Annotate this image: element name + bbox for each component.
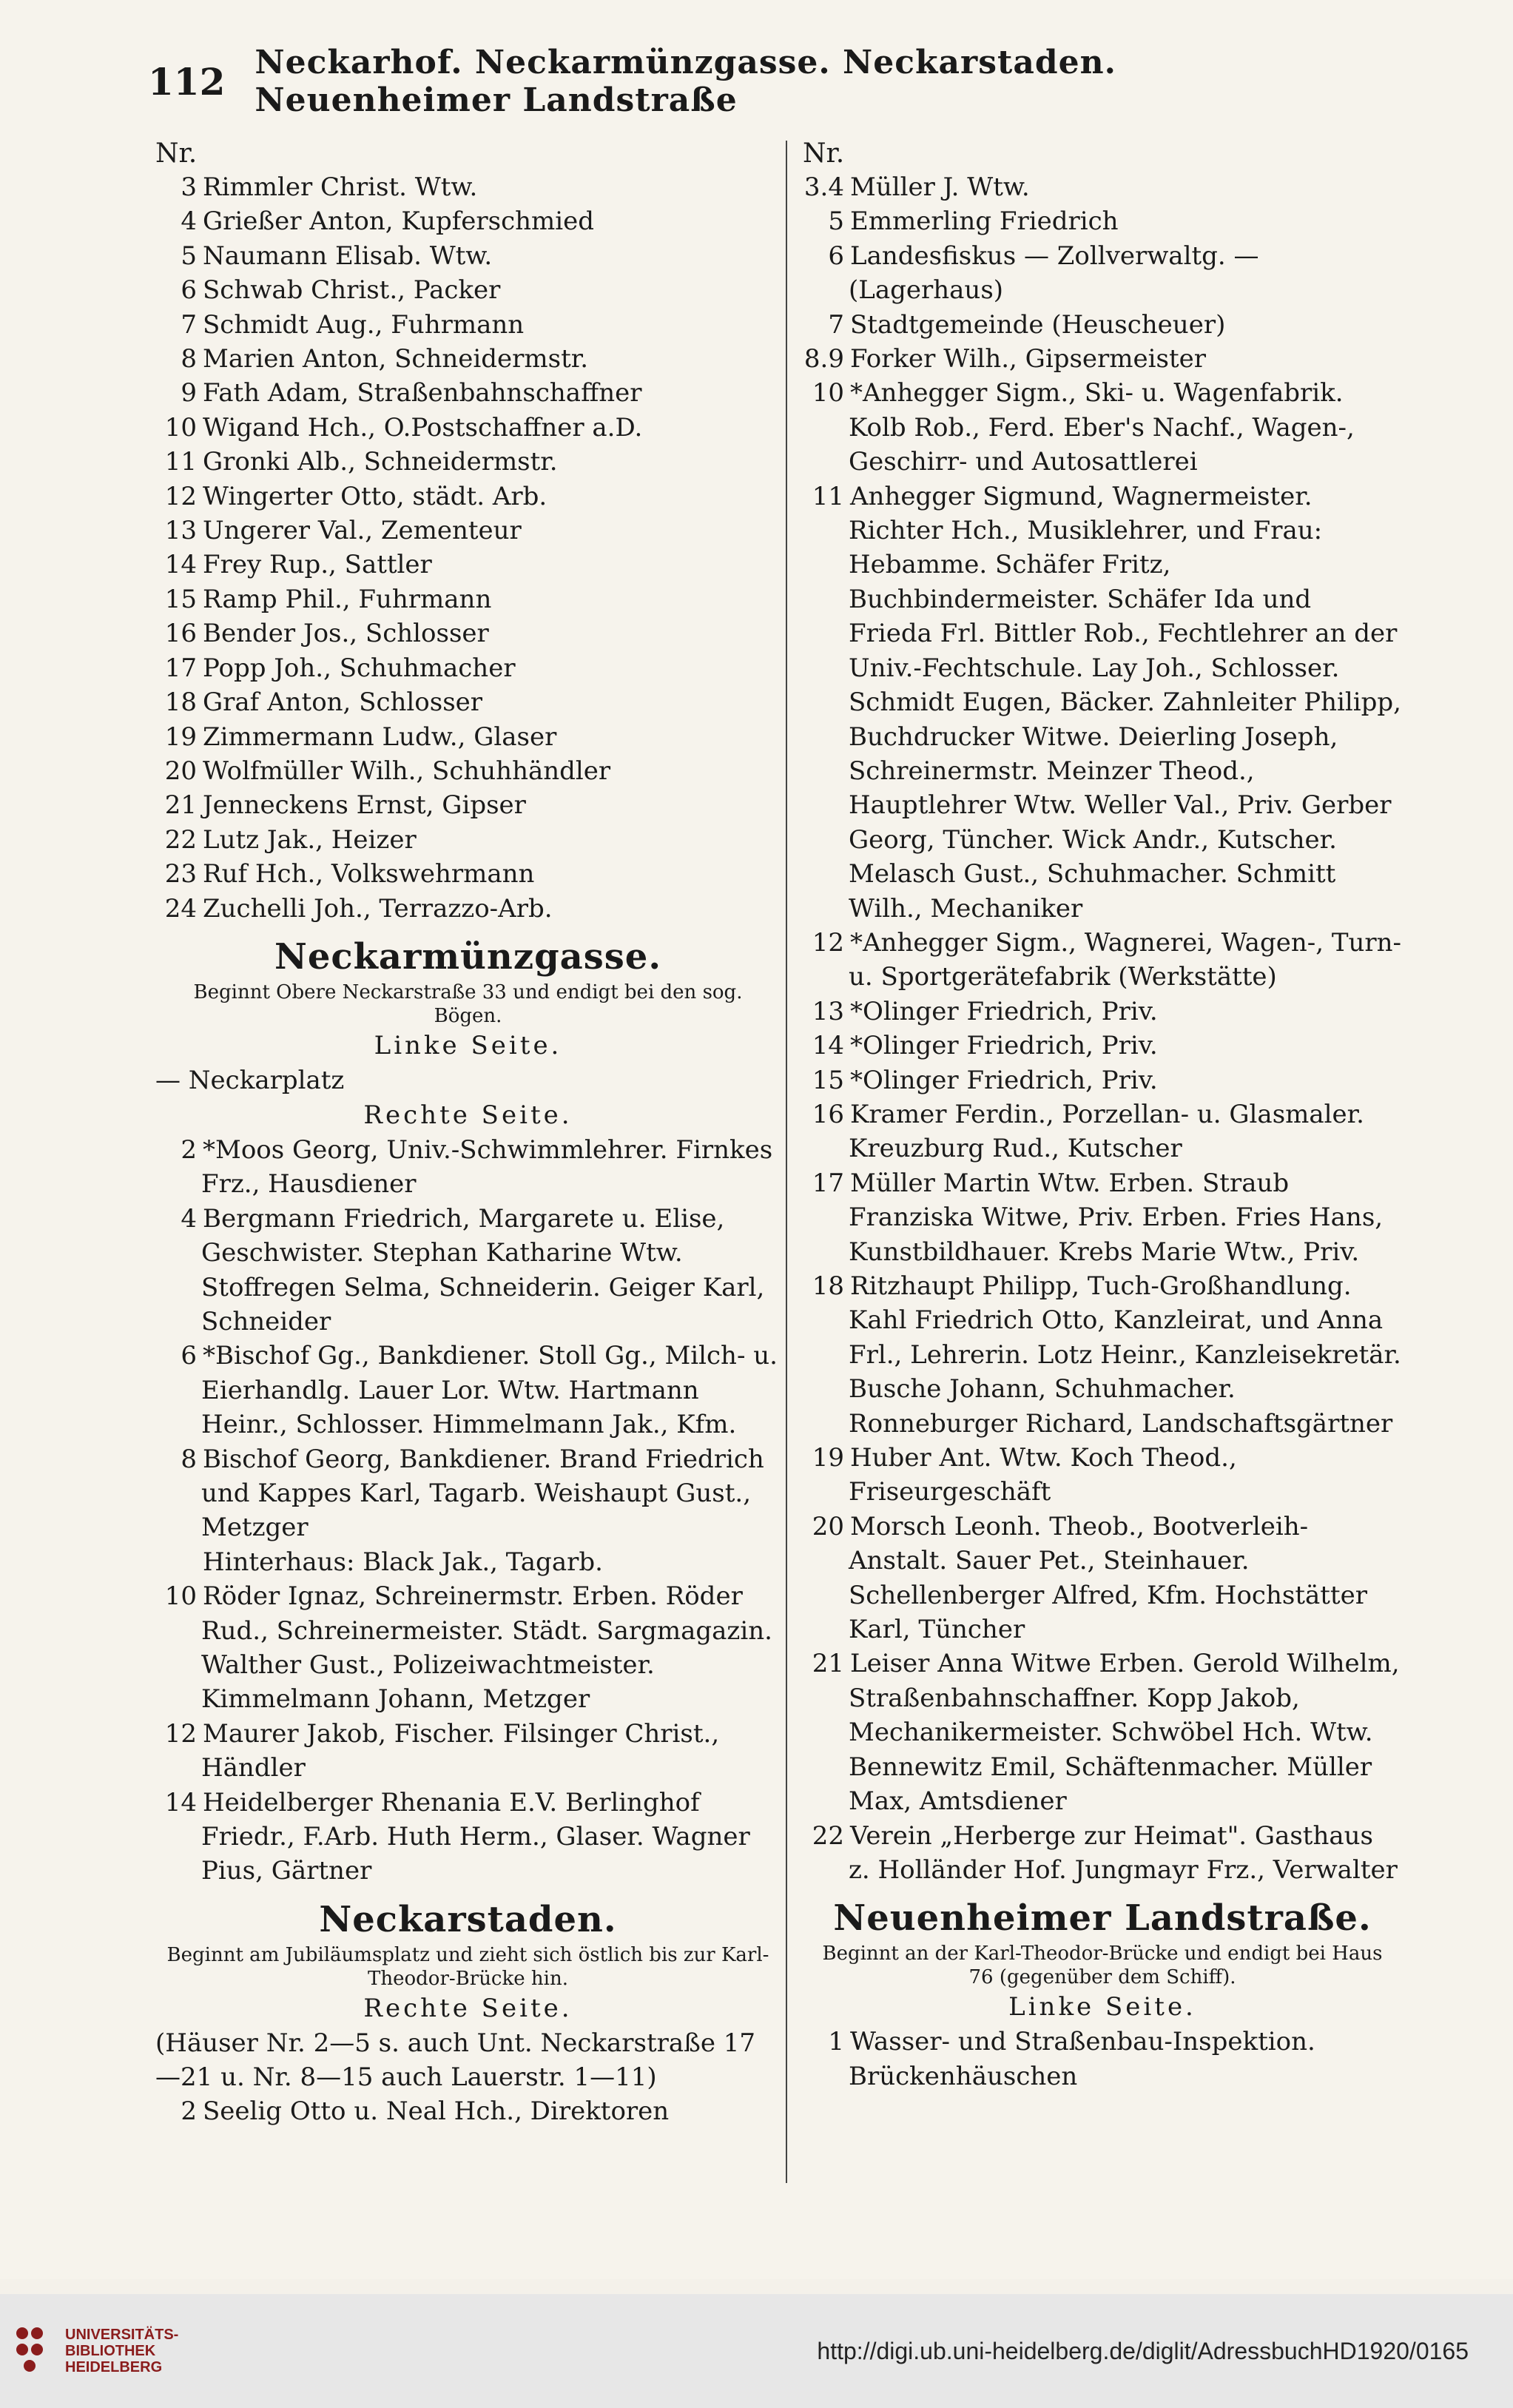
left-column: [155, 137, 781, 2209]
list-item: [155, 1339, 781, 1442]
house-number: 10: [812, 378, 844, 408]
list-item: [155, 342, 781, 376]
list-item: [155, 788, 781, 822]
entry-text: Fath Adam, Straßenbahnschaffner: [203, 378, 642, 408]
list-item: [803, 1029, 1402, 1063]
entry-text: Schmidt Aug., Fuhrmann: [203, 309, 525, 340]
entry-text: Seelig Otto u. Neal Hch., Direktoren: [203, 2096, 670, 2126]
entry-text: Bender Jos., Schlosser: [203, 619, 489, 649]
entry-text: Schwab Christ., Packer: [203, 275, 501, 306]
page-header: [148, 44, 1302, 119]
entry-text: Bergmann Friedrich, Margarete u. Elise, Geschwister. Stephan Katharine Wtw. Stoffregen Selma, Schneiderin. Geiger Karl, Schneider: [201, 1203, 765, 1336]
entry-text: Wasser- und Straßenbau-Inspektion. Brückenhäuschen: [849, 2027, 1315, 2091]
entry-text: Wolfmüller Wilh., Schuhhändler: [203, 756, 611, 786]
street-description: Beginnt Obere Neckarstraße 33 und endigt bei den sog. Bögen.: [193, 981, 743, 1027]
entry-text: Emmerling Friedrich: [850, 206, 1119, 237]
house-number: 8: [181, 1444, 197, 1474]
list-item: [155, 720, 781, 754]
logo-line: HEIDELBERG: [65, 2359, 163, 2375]
house-number: 3.4: [803, 172, 844, 202]
list-item: [803, 239, 1402, 308]
entry-text: Graf Anton, Schlosser: [203, 687, 483, 718]
entry-text: Zimmermann Ludw., Glaser: [203, 722, 557, 752]
list-item: [155, 1442, 781, 1545]
entry-text: Hinterhaus: Black Jak., Tagarb.: [203, 1547, 603, 1577]
entry-text: Ruf Hch., Volkswehrmann: [203, 859, 535, 889]
entry-text: Ungerer Val., Zementeur: [203, 516, 522, 546]
list-item: [803, 926, 1402, 995]
right-column: [803, 137, 1402, 2209]
list-item: [155, 754, 781, 788]
house-number: 10: [164, 412, 197, 443]
house-number: 18: [812, 1271, 844, 1301]
list-item: [803, 376, 1402, 479]
house-number: 6: [181, 1341, 197, 1371]
entry-text: Zuchelli Joh., Terrazzo-Arb.: [203, 893, 553, 924]
entry-text: Bischof Georg, Bankdiener. Brand Friedrich und Kappes Karl, Tagarb. Weishaupt Gust., Metzger: [201, 1444, 764, 1543]
entry-text: Wigand Hch., O.Postschaffner a.D.: [203, 412, 643, 443]
entry-list: [803, 2025, 1402, 2093]
house-number: 19: [812, 1443, 844, 1473]
house-number: 6: [828, 241, 844, 271]
list-item: [803, 204, 1402, 238]
entry-text: Forker Wilh., Gipsermeister: [850, 344, 1206, 374]
entry-text: Ritzhaupt Philipp, Tuch-Großhandlung. Kahl Friedrich Otto, Kanzleirat, und Anna Frl., Lehrerin. Lotz Heinr., Kanzleisekretär. Busche Johann, Schuhmacher. Ronneburger Richard, Landschaftsgärtner: [849, 1271, 1401, 1439]
house-number: 22: [812, 1820, 844, 1851]
list-item: [803, 1063, 1402, 1097]
entry-text: *Olinger Friedrich, Priv.: [850, 996, 1158, 1026]
entry-text: Heidelberger Rhenania E.V. Berlinghof Friedr., F.Arb. Huth Herm., Glaser. Wagner Pius, Gärtner: [201, 1787, 750, 1886]
list-item: [155, 1786, 781, 1889]
page-number: 112: [148, 59, 226, 104]
entry-text: *Olinger Friedrich, Priv.: [850, 1031, 1158, 1061]
source-link[interactable]: http://digi.ub.uni-heidelberg.de/diglit/AdressbuchHD1920/0165: [817, 2337, 1469, 2364]
list-item: [155, 411, 781, 445]
street-title-neckarstaden: Neckarstaden.: [319, 1898, 617, 1940]
list-item: [803, 1441, 1402, 1510]
entry-text: Marien Anton, Schneidermstr.: [203, 344, 589, 374]
street-description: Beginnt an der Karl-Theodor-Brücke und endigt bei Haus 76 (gegenüber dem Schiff).: [822, 1943, 1383, 1989]
house-number: 17: [164, 653, 197, 683]
house-number: 12: [812, 927, 844, 958]
house-number: 20: [812, 1511, 844, 1541]
entry-text: Stadtgemeinde (Heuscheuer): [850, 309, 1226, 340]
house-number: 11: [812, 481, 844, 511]
house-number: 12: [164, 481, 197, 511]
side-label-left: Linke Seite.: [1008, 1992, 1196, 2022]
house-number: 9: [181, 378, 197, 408]
side-label-right: Rechte Seite.: [363, 1993, 573, 2023]
list-item: [155, 1133, 781, 1202]
house-number: 13: [812, 996, 844, 1026]
entry-text: Naumann Elisab. Wtw.: [203, 241, 493, 271]
list-item: [155, 480, 781, 514]
nr-label: Nr.: [803, 138, 845, 169]
list-item: [155, 616, 781, 650]
list-item: [803, 308, 1402, 342]
house-number: 5: [828, 206, 844, 237]
list-item: [155, 823, 781, 857]
house-number: 17: [812, 1168, 844, 1198]
house-number: 4: [181, 206, 197, 237]
entry-list: [155, 170, 781, 926]
house-number: 15: [164, 584, 197, 614]
entry-text: Rimmler Christ. Wtw.: [203, 172, 478, 202]
list-item: [155, 1717, 781, 1786]
house-number: 24: [164, 893, 197, 924]
house-number: 18: [164, 687, 197, 718]
list-item: [155, 548, 781, 582]
house-number: 2: [181, 1134, 197, 1165]
entry-text: Huber Ant. Wtw. Koch Theod., Friseurgeschäft: [849, 1443, 1237, 1507]
house-number: 1: [828, 2027, 844, 2057]
column-divider: [786, 141, 787, 2183]
list-item: [155, 170, 781, 204]
list-item: [155, 651, 781, 685]
entry-text: Morsch Leonh. Theob., Bootverleih-Anstalt. Sauer Pet., Steinhauer. Schellenberger Alfred, Kfm. Hochstätter Karl, Tüncher: [849, 1511, 1367, 1645]
entry-text: Ramp Phil., Fuhrmann: [203, 584, 492, 614]
entry-text: Müller Martin Wtw. Erben. Straub Franziska Witwe, Priv. Erben. Fries Hans, Kunstbildhauer. Krebs Marie Wtw., Priv.: [849, 1168, 1384, 1267]
list-item: [803, 1269, 1402, 1441]
house-number: 6: [181, 275, 197, 306]
entry-text: Lutz Jak., Heizer: [203, 824, 417, 855]
entry-text: Grießer Anton, Kupferschmied: [203, 206, 595, 237]
house-number: 5: [181, 241, 197, 271]
street-description: Beginnt am Jubiläumsplatz und zieht sich östlich bis zur Karl-Theodor-Brücke hin.: [166, 1943, 769, 1990]
list-item: [803, 342, 1402, 376]
house-number: 4: [181, 1203, 197, 1234]
entry-text: *Anhegger Sigm., Wagnerei, Wagen-, Turn- u. Sportgerätefabrik (Werkstätte): [849, 927, 1402, 992]
list-item: [155, 685, 781, 719]
entry-list: [155, 2094, 781, 2128]
list-item: [155, 1545, 781, 1579]
house-number: 19: [164, 722, 197, 752]
house-number: 10: [164, 1581, 197, 1612]
list-item: [803, 995, 1402, 1029]
logo-text: [65, 2327, 178, 2375]
house-number: 15: [812, 1065, 844, 1095]
street-title-neckarmuenzgasse: Neckarmünzgasse.: [274, 935, 662, 978]
list-item: [803, 170, 1402, 204]
list-item: [155, 445, 781, 479]
entry-text: *Anhegger Sigm., Ski- u. Wagenfabrik. Kolb Rob., Ferd. Eber's Nachf., Wagen-, Geschirr- und Autosattlerei: [849, 378, 1355, 477]
house-number: 20: [164, 756, 197, 786]
list-item: [803, 2025, 1402, 2093]
house-number: 11: [164, 447, 197, 477]
entry-text: Landesfiskus — Zollverwaltg. — (Lagerhaus): [849, 241, 1259, 306]
entry-text: Wingerter Otto, städt. Arb.: [203, 481, 547, 511]
list-item: [803, 1819, 1402, 1888]
entry-text: *Moos Georg, Univ.-Schwimmlehrer. Firnkes Frz., Hausdiener: [201, 1134, 773, 1200]
running-title: Neckarhof. Neckarmünzgasse. Neckarstaden. Neuenheimer Landstraße: [255, 44, 1116, 119]
list-item: [803, 1647, 1402, 1818]
house-number: 21: [164, 790, 197, 821]
entry-text: Jenneckens Ernst, Gipser: [203, 790, 526, 821]
house-note: (Häuser Nr. 2—5 s. auch Unt. Neckarstraße 17—21 u. Nr. 8—15 auch Lauerstr. 1—11): [155, 2028, 756, 2092]
house-number: 12: [164, 1718, 197, 1749]
entry-text: Leiser Anna Witwe Erben. Gerold Wilhelm, Straßenbahnschaffner. Kopp Jakob, Mechanikermeister. Schwöbel Hch. Wtw. Bennewitz Emil, Schäftenmacher. Müller Max, Amtsdiener: [849, 1649, 1400, 1817]
list-item: [155, 514, 781, 548]
house-number: 2: [181, 2096, 197, 2126]
list-item: [803, 1166, 1402, 1269]
entry-text: *Bischof Gg., Bankdiener. Stoll Gg., Milch- u. Eierhandlg. Lauer Lor. Wtw. Hartmann Heinr., Schlosser. Himmelmann Jak., Kfm.: [201, 1341, 778, 1440]
list-item: [155, 1202, 781, 1339]
house-number: 14: [164, 1787, 197, 1817]
house-number: 23: [164, 859, 197, 889]
street-title-neuenheimer-landstrasse: Neuenheimer Landstraße.: [833, 1897, 1372, 1940]
house-number: 22: [164, 824, 197, 855]
list-item: [803, 1510, 1402, 1647]
house-number: 13: [164, 516, 197, 546]
list-item: [155, 582, 781, 616]
entry-text: Popp Joh., Schuhmacher: [203, 653, 516, 683]
house-number: 7: [181, 309, 197, 340]
house-number: 16: [164, 619, 197, 649]
entry-list: [155, 1133, 781, 1889]
list-item: [155, 1579, 781, 1717]
entry-text: Frey Rup., Sattler: [203, 550, 432, 580]
list-item: [803, 1097, 1402, 1166]
list-item: [155, 239, 781, 273]
list-item: [155, 376, 781, 410]
library-logo: [13, 2324, 178, 2378]
side-label-left: Linke Seite.: [374, 1030, 562, 1060]
list-item: [155, 2094, 781, 2128]
side-label-right: Rechte Seite.: [363, 1100, 573, 1130]
house-number: 7: [828, 309, 844, 340]
list-item: [155, 273, 781, 307]
list-item: [155, 892, 781, 926]
entry-text: *Olinger Friedrich, Priv.: [850, 1065, 1158, 1095]
list-item: [155, 204, 781, 238]
list-item: [155, 857, 781, 891]
entry-text: Maurer Jakob, Fischer. Filsinger Christ., Händler: [201, 1718, 720, 1783]
entry-text: Gronki Alb., Schneidermstr.: [203, 447, 558, 477]
house-number: 21: [812, 1649, 844, 1679]
entry-text: Anhegger Sigmund, Wagnermeister. Richter Hch., Musiklehrer, und Frau: Hebamme. Schäfer Fritz, Buchbindermeister. Schäfer Ida und Frieda Frl. Bittler Rob., Fechtlehrer an der Univ.-Fechtschule. Lay Joh., Schlosser. Schmidt Eugen, Bäcker. Zahnleiter Philipp, Buchdrucker Witwe. Deierling Joseph, Schreinermstr. Meinzer Theod., Hauptlehrer Wtw. Weller Val., Priv. Gerber Georg, Tüncher. Wick Andr., Kutscher. Melasch Gust., Schuhmacher. Schmitt Wilh., Mechaniker: [849, 481, 1401, 924]
footer-bar: [0, 2294, 1513, 2408]
house-number: 16: [812, 1099, 844, 1129]
entry-text: Kramer Ferdin., Porzellan- u. Glasmaler. Kreuzburg Rud., Kutscher: [849, 1099, 1364, 1164]
entry-text: Röder Ignaz, Schreinermstr. Erben. Röder Rud., Schreinermeister. Städt. Sargmagazin. Walther Gust., Polizeiwachtmeister. Kimmelmann Johann, Metzger: [201, 1581, 772, 1715]
logo-line: BIBLIOTHEK: [65, 2343, 156, 2359]
entry-text: Verein „Herberge zur Heimat". Gasthaus z. Holländer Hof. Jungmayr Frz., Verwalter: [849, 1820, 1398, 1885]
nr-label: Nr.: [155, 138, 198, 169]
entry-text: Müller J. Wtw.: [850, 172, 1030, 202]
entry-list: [803, 170, 1402, 1887]
house-number: 8.9: [803, 344, 844, 374]
house-number: 14: [812, 1031, 844, 1061]
side-note: — Neckarplatz: [155, 1065, 345, 1095]
list-item: [803, 480, 1402, 926]
house-number: 14: [164, 550, 197, 580]
logo-icon: [13, 2324, 55, 2378]
house-number: 8: [181, 344, 197, 374]
list-item: [155, 308, 781, 342]
house-number: 3: [181, 172, 197, 202]
logo-line: UNIVERSITÄTS-: [65, 2327, 179, 2343]
